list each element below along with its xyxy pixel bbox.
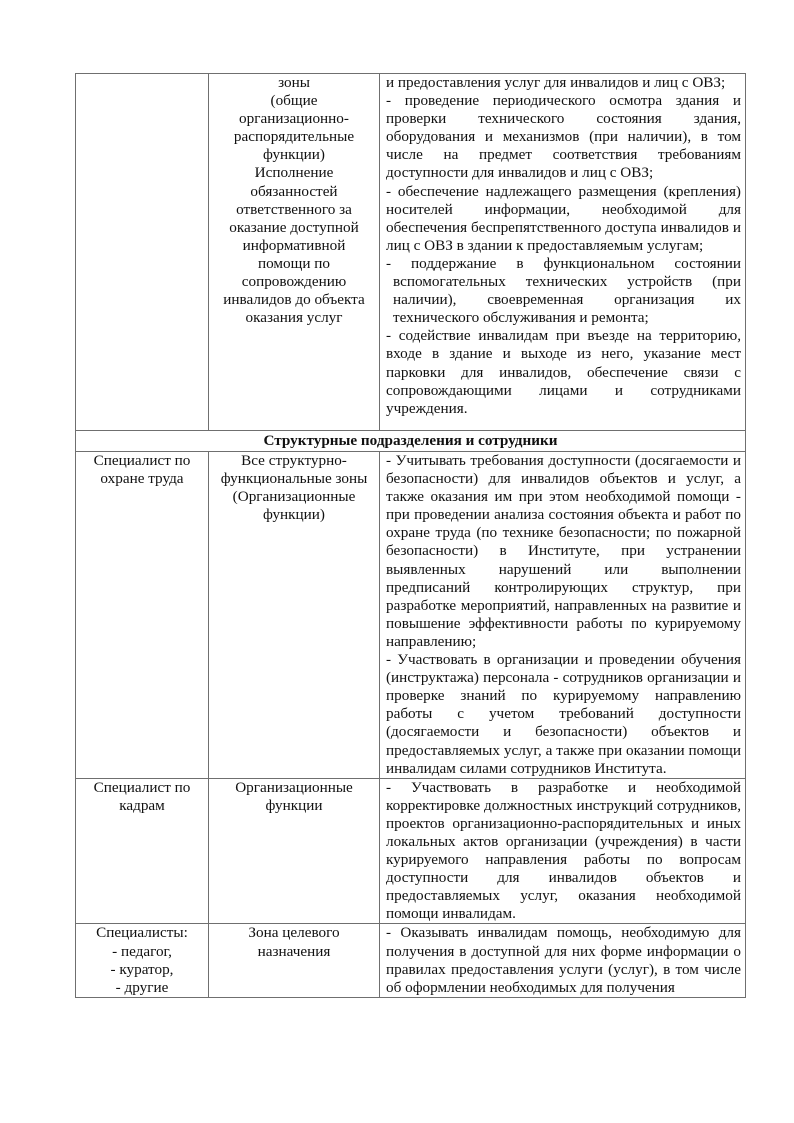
role-line: Специалист по: [93, 778, 191, 796]
role-cell: [76, 74, 209, 431]
zone-line: инвалидов до объекта: [223, 291, 365, 309]
zone-cell: [209, 778, 380, 924]
zone-cell: [209, 74, 380, 431]
zone-line: распорядительные: [233, 128, 355, 146]
table-row: [76, 74, 746, 431]
zone-line: помощи по: [258, 254, 330, 272]
duty-item: - проведение периодического осмотра здания и проверки технического состояния здания, оборудования и механизмов (при наличии), в том числе на предмет соответствия требованиям доступности для инвалидов и лиц с ОВЗ;: [386, 92, 741, 182]
zone-line: функции: [265, 796, 323, 814]
duty-item: и предоставления услуг для инвалидов и лиц с ОВЗ;: [386, 74, 726, 91]
zone-line: функции): [262, 146, 325, 164]
zone-line: функции): [262, 506, 325, 524]
table-row: [76, 924, 746, 997]
zone-line: сопровождению: [241, 273, 347, 291]
role-line: - педагог,: [112, 942, 172, 960]
zone-line: Организационные: [235, 778, 353, 796]
section-title: Структурные подразделения и сотрудники: [76, 431, 746, 452]
zone-line: Исполнение: [254, 164, 334, 182]
duty-item: - обеспечение надлежащего размещения (крепления) носителей информации, необходимой для обеспечения беспрепятственного доступа инвалидов и лиц с ОВЗ в здании к предоставляемым услугам;: [386, 182, 741, 254]
duties-cell: [380, 74, 746, 431]
role-cell: [76, 924, 209, 997]
zone-line: Зона целевого: [248, 924, 340, 942]
duty-item: - содействие инвалидам при въезде на территорию, входе в здание и выходе из него, указание мест парковки для инвалидов, обеспечение связи с сопровождающими лицами и сотрудниками учреждения.: [386, 327, 741, 417]
zone-line: оказание доступной: [229, 218, 359, 236]
zone-line: ответственного за: [236, 200, 352, 218]
table-row: [76, 778, 746, 924]
document-page: [75, 73, 746, 998]
duty-item: - поддержание в функциональном состоянии вспомогательных технических устройств (при наличии), своевременная организация их технического обслуживания и ремонта;: [386, 254, 741, 327]
duty-item: - Учитывать требования доступности (досягаемости и безопасности) для инвалидов объектов и услуг, а также оказания им при этом необходимой помощи - при проведении анализа состояния объекта и работ по охране труда (по технике безопасности; по пожарной безопасности) в Институте, при устранении выявленных нарушений или выполнении предписаний контролирующих структур, при разработке мероприятий, направленных на развитие и повышение эффективности работы по курируемому направлению;: [386, 452, 741, 650]
zone-line: (Организационные: [232, 488, 356, 506]
zone-line: Все структурно-: [241, 452, 347, 469]
role-cell: [76, 452, 209, 779]
zone-line: назначения: [257, 942, 331, 960]
role-line: - куратор,: [110, 960, 174, 978]
role-cell: [76, 778, 209, 924]
zone-line: оказания услуг: [245, 309, 343, 327]
duty-item: - Участвовать в организации и проведении обучения (инструктажа) персонала - сотрудников организации и проверке знаний по курируемому направлению работы с учетом требований доступности (досягаемости и безопасности) объектов и предоставляемых услуг, а также при оказании помощи инвалидам силами сотрудников Института.: [386, 651, 741, 777]
duty-item: - Участвовать в разработке и необходимой корректировке должностных инструкций сотрудников, проектов организационно-распорядительных и иных локальных актов организации (учреждения) в части курируемого направления работы по вопросам доступности для инвалидов объектов и предоставляемых услуг, оказания необходимой помощи инвалидам.: [386, 778, 741, 923]
duties-cell: [380, 924, 746, 997]
role-line: Специалисты:: [96, 924, 188, 942]
zone-line: функциональные зоны: [220, 470, 368, 488]
zone-line: (общие: [270, 92, 318, 110]
role-line: охране труда: [100, 470, 184, 488]
responsibilities-table: [75, 73, 746, 998]
section-row: [76, 431, 746, 452]
duties-cell: [380, 778, 746, 924]
duties-cell: [380, 452, 746, 779]
role-line: - другие: [115, 978, 169, 996]
duty-item: - Оказывать инвалидам помощь, необходимую для получения в доступной для них форме информации о правилах предоставления услуги (услуг), в том числе об оформлении необходимых для получения: [386, 924, 741, 996]
zone-line: зоны: [278, 74, 310, 91]
zone-cell: [209, 924, 380, 997]
zone-line: организационно-: [239, 110, 349, 128]
zone-cell: [209, 452, 380, 779]
role-line: кадрам: [119, 796, 165, 814]
role-line: Специалист по: [93, 452, 191, 469]
table-row: [76, 452, 746, 779]
zone-line: информативной: [242, 236, 346, 254]
zone-line: обязанностей: [250, 182, 338, 200]
